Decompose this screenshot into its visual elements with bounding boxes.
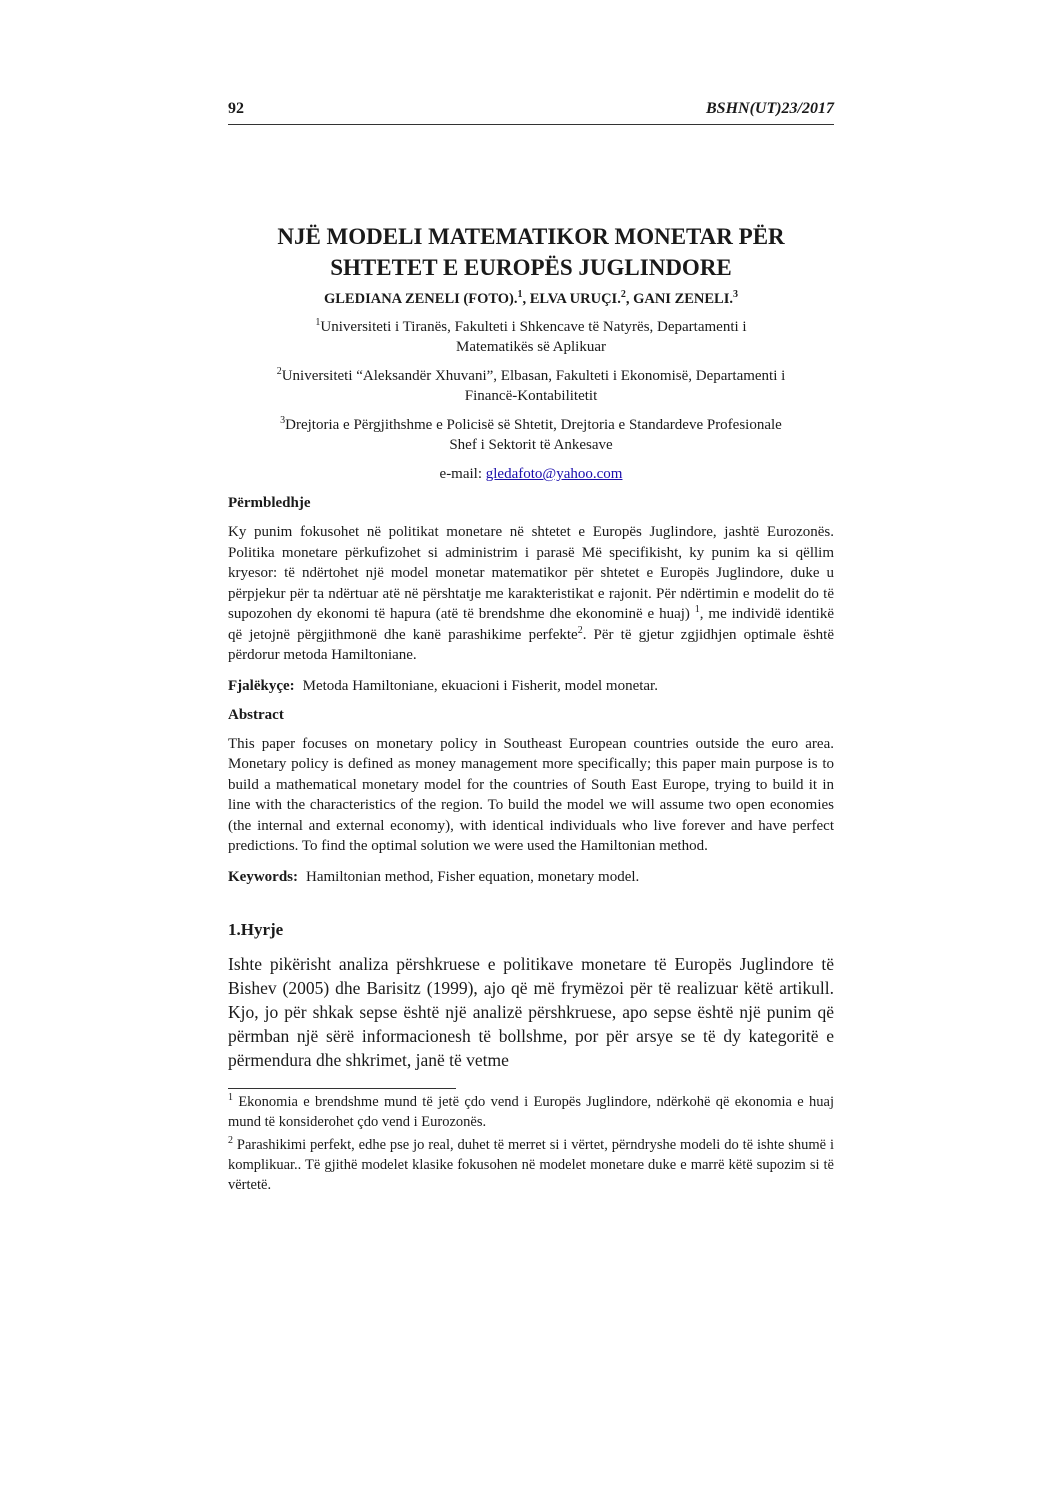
affiliation-line: Financë-Kontabilitetit [464, 388, 598, 404]
footnote-text: Ekonomia e brendshme mund të jetë çdo vend i Europës Juglindore, ndërkohë që ekonomia e huaj mund të konsiderohet çdo vend i Eurozonës. [228, 1093, 834, 1130]
affiliation-2 [228, 366, 834, 406]
author-2-affiliation-mark: 2 [620, 289, 626, 301]
abstract-sq-part: . Për të gjetur zgjidhjen optimale është përdorur metoda Hamiltoniane. [228, 626, 834, 663]
keywords-sq-text: Metoda Hamiltoniane, ekuacioni i Fisherit, model monetar. [302, 677, 658, 694]
affiliation-line: Shef i Sektorit të Ankesave [449, 437, 613, 453]
abstract-sq-part: , me individë identikë që jetojnë përgjithmonë dhe kanë parashikime perfekte [228, 606, 835, 643]
author-1-affiliation-mark: 1 [517, 289, 523, 301]
author-3: , GANI ZENELI. [625, 291, 733, 307]
author-list [228, 291, 834, 308]
abstract-en-text: This paper focuses on monetary policy in Southeast European countries outside the euro area. Monetary policy is defined as money management more specifically; this paper main purpose is to build a mathematical monetary model for the countries of South East Europe, trying to build it in line with the characteristics of the region. To build the model we will assume two open economies (the internal and external economy), with identical individuals who live forever and have perfect predictions. To find the optimal solution we were used the Hamiltonian method. [228, 735, 834, 854]
footnote-mark: 1 [228, 1091, 233, 1103]
abstract-sq-text [228, 522, 834, 666]
title-line-2: SHTETET E EUROPËS JUGLINDORE [330, 255, 732, 280]
author-2: , ELVA URUÇI. [522, 291, 621, 307]
email-label: e-mail: [439, 466, 486, 482]
footnote-divider [228, 1088, 456, 1089]
section-body-text: Ishte pikërisht analiza përshkruese e politikave monetare të Europës Juglindore të Bishev (2005) dhe Barisitz (1999), ajo që më frymëzoi për të realizuar këtë artikull. Kjo, jo për shkak sepse është një analizë përshkruese, apo sepse është një punim që përmban një sërë informacionesh të bollshme, por për arsye se të dy kategoritë e përmendura dhe shkrimet, janë të vetme [228, 953, 834, 1070]
author-3-affiliation-mark: 3 [733, 289, 738, 301]
footnote-ref-1[interactable]: 1 [694, 604, 700, 615]
affiliation-mark: 3 [280, 415, 286, 426]
running-header [228, 100, 834, 125]
affiliation-mark: 1 [315, 317, 321, 328]
footnote-ref-2[interactable]: 2 [577, 624, 583, 636]
affiliation-1 [228, 317, 834, 357]
page-number: 92 [228, 100, 244, 117]
affiliation-3 [228, 415, 834, 455]
affiliation-line: Universiteti “Aleksandër Xhuvani”, Elbasan, Fakulteti i Ekonomisë, Departamenti i [281, 368, 786, 384]
footnote-mark: 2 [228, 1134, 233, 1146]
footnote-2 [228, 1135, 834, 1195]
abstract-sq-heading: Përmbledhje [228, 495, 311, 511]
affiliation-line: Matematikës së Aplikuar [456, 339, 606, 355]
affiliation-line: Drejtoria e Përgjithshme e Policisë së Shtetit, Drejtoria e Standardeve Profesionale [285, 417, 782, 433]
abstract-en-heading: Abstract [228, 706, 284, 723]
footnote-1 [228, 1092, 834, 1132]
affiliation-line: Universiteti i Tiranës, Fakulteti i Shkencave të Natyrës, Departamenti i [320, 319, 747, 335]
journal-reference: BSHN(UT)23/2017 [706, 100, 834, 117]
section-heading: 1.Hyrje [228, 919, 284, 939]
footnote-text: Parashikimi perfekt, edhe pse jo real, duhet të merret si i vërtet, përndryshe modeli do të ishte shumë i komplikuar.. Të gjithë modelet klasike fokusohen në modelet monetare duke e marrë këtë supozim si të vërtetë. [228, 1136, 834, 1193]
affiliation-mark: 2 [276, 366, 282, 377]
paper-page [228, 100, 834, 1195]
title-line-1: NJË MODELI MATEMATIKOR MONETAR PËR [277, 224, 785, 249]
abstract-sq-part: Ky punim fokusohet në politikat monetare në shtetet e Europës Juglindore, jashtë Eurozonës. Politika monetare përkufizohet si administrim i parasë Më specifikisht, ky punim ka si qëllim kryesor: të ndërtohet një model monetar matematikor për shtetet e Europës Juglindore, duke u përpjekur për ta ndërtuar atë në përshtatje me karakteristikat e rajonit. Për ndërtimin e modelit do të supozohen dy ekonomi të hapura (atë të brendshme dhe ekonominë e huaj) [228, 524, 834, 622]
contact-email [228, 466, 834, 483]
paper-title [228, 221, 834, 283]
keywords-en-label: Keywords: [228, 868, 298, 885]
keywords-en-text: Hamiltonian method, Fisher equation, monetary model. [306, 868, 640, 885]
keywords-en [228, 869, 834, 886]
author-1: GLEDIANA ZENELI (FOTO). [323, 291, 518, 307]
email-link[interactable]: gledafoto@yahoo.com [485, 466, 623, 482]
keywords-sq [228, 678, 834, 695]
keywords-sq-label: Fjalëkyçe: [228, 677, 295, 694]
